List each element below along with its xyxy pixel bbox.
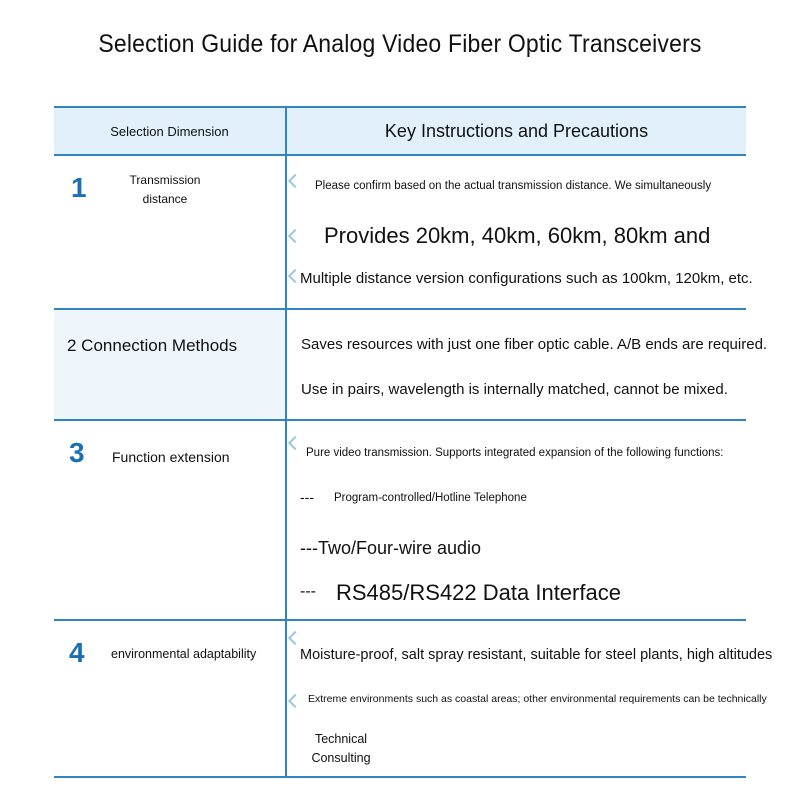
arrow-marker-icon [288, 694, 302, 708]
dimension-label: 2 Connection Methods [67, 336, 238, 355]
dimension-label-line: Transmission [129, 173, 201, 187]
header-key-instructions: Key Instructions and Precautions [384, 121, 649, 141]
row-divider [54, 619, 746, 621]
header-divider [54, 154, 746, 156]
page-title: Selection Guide for Analog Video Fiber Optic Transceivers [98, 30, 702, 58]
row-number: 3 [69, 437, 85, 468]
instruction-line: ---Two/Four-wire audio [300, 538, 482, 558]
instruction-line: Moisture-proof, salt spray resistant, suitable for steel plants, high altitudes [300, 647, 773, 663]
row-number: 4 [69, 637, 85, 668]
table-bottom-border [54, 776, 746, 778]
instruction-line: Extreme environments such as coastal areas; other environmental requirements can be technically [308, 693, 767, 705]
dimension-label: environmental adaptability [111, 647, 257, 661]
row-2-shade [54, 310, 285, 419]
dash-prefix: --- [300, 489, 314, 505]
instruction-line: RS485/RS422 Data Interface [336, 580, 621, 605]
arrow-marker-icon [288, 436, 302, 450]
instruction-line-part: Consulting [311, 751, 371, 765]
instruction-line: Pure video transmission. Supports integrated expansion of the following functions: [306, 447, 724, 459]
arrow-marker-icon [288, 229, 302, 243]
instruction-line [306, 730, 376, 768]
instruction-line: Please confirm based on the actual transmission distance. We simultaneously [315, 180, 712, 192]
instruction-line: Multiple distance version configurations such as 100km, 120km, etc. [300, 270, 753, 287]
arrow-marker-icon [288, 174, 302, 188]
dash-prefix: --- [300, 583, 316, 600]
row-divider [54, 419, 746, 421]
dimension-label-line: distance [142, 192, 188, 206]
column-divider [285, 108, 287, 778]
instruction-line: Provides 20km, 40km, 60km, 80km and [324, 223, 711, 248]
row-divider [54, 308, 746, 310]
dimension-label [115, 171, 215, 209]
instruction-line: Saves resources with just one fiber optic cable. A/B ends are required. [301, 336, 768, 353]
selection-table [54, 106, 773, 778]
table-top-border [54, 106, 746, 108]
arrow-marker-icon [288, 631, 302, 645]
dimension-label: Function extension [112, 449, 230, 465]
header-selection-dimension: Selection Dimension [110, 124, 229, 139]
instruction-line: Use in pairs, wavelength is internally matched, cannot be mixed. [301, 381, 728, 398]
instruction-line-part: Technical [314, 732, 368, 746]
row-number: 1 [71, 172, 87, 203]
instruction-line: Program-controlled/Hotline Telephone [334, 492, 527, 504]
